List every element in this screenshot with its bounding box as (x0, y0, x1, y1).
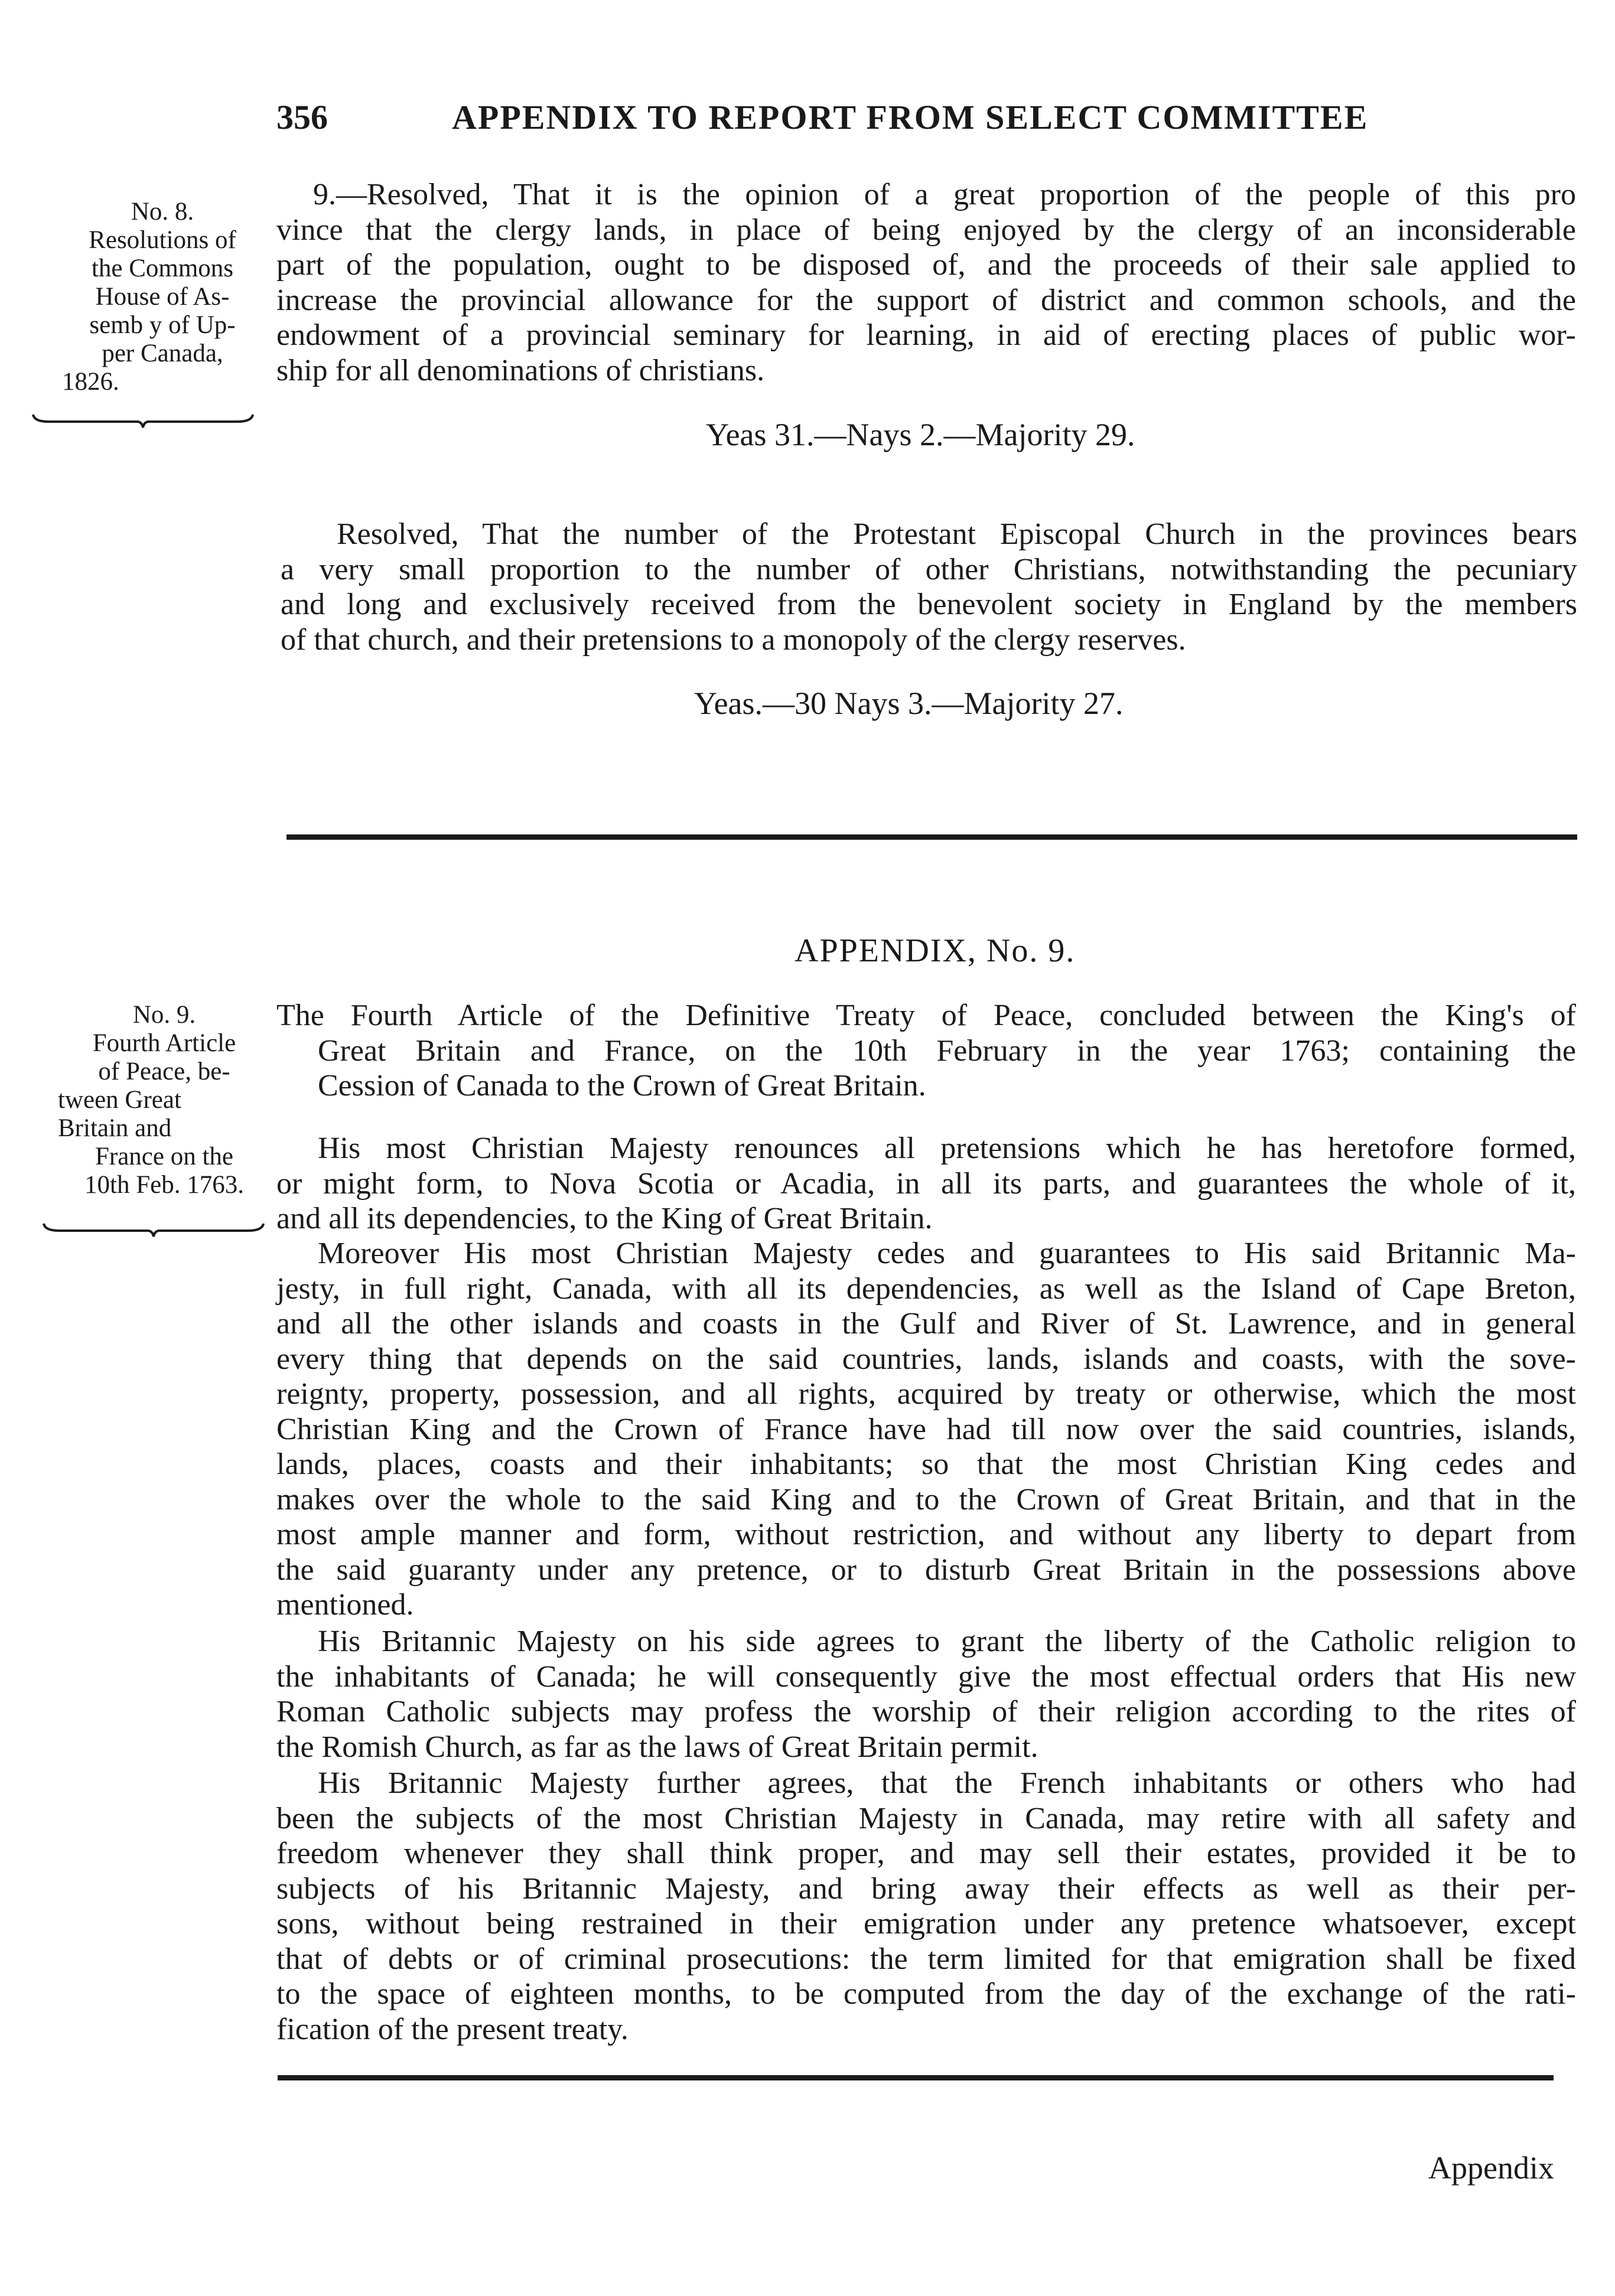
margin-note-line: Resolutions of (89, 226, 236, 254)
text-line: lands, places, coasts and their inhabitants; so that the most Christian King cedes and (276, 1447, 1576, 1481)
text-line: The Fourth Article of the Definitive Treaty of Peace, concluded between the King's of (276, 999, 1576, 1032)
text-line: and all its dependencies, to the King of Great Britain. (276, 1202, 933, 1235)
margin-note-section-8 (62, 198, 263, 396)
text-line: Moreover His most Christian Majesty cedes and guarantees to His said Britannic Ma- (318, 1237, 1576, 1270)
text-line: ship for all denominations of christians. (276, 353, 765, 387)
margin-note-line: No. 9. (132, 1001, 196, 1029)
margin-note-line: Britain and (58, 1114, 172, 1142)
vote-result-1: Yeas 31.—Nays 2.—Majority 29. (706, 417, 1135, 452)
margin-note-line: Fourth Article (92, 1029, 236, 1057)
margin-note-line: tween Great (58, 1086, 181, 1114)
text-line: His most Christian Majesty renounces all pretensions which he has heretofore formed, (318, 1131, 1576, 1165)
text-line: the said guaranty under any pretence, or to disturb Great Britain in the possessions above (276, 1553, 1576, 1587)
text-line: makes over the whole to the said King and to the Crown of Great Britain, and that in the (276, 1482, 1576, 1516)
text-line: the inhabitants of Canada; he will consequently give the most effectual orders that His new (276, 1659, 1576, 1694)
text-line: increase the provincial allowance for the support of district and common schools, and the (276, 283, 1576, 317)
text-line: Roman Catholic subjects may profess the worship of their religion according to the rites of (276, 1695, 1576, 1728)
section-divider (278, 2075, 1554, 2080)
margin-note-appendix-9 (58, 1001, 271, 1199)
appendix-title: APPENDIX, No. 9. (795, 932, 1076, 969)
margin-note-line: France on the (95, 1143, 234, 1170)
text-line: jesty, in full right, Canada, with all its dependencies, as well as the Island of Cape Breton, (276, 1271, 1576, 1306)
margin-note-line: per Canada, (102, 340, 223, 367)
text-line: a very small proportion to the number of other Christians, notwithstanding the pecuniary (281, 552, 1577, 586)
treaty-paragraph-4 (276, 1766, 1576, 2047)
text-line: reignty, property, possession, and all rights, acquired by treaty or otherwise, which the most (276, 1377, 1576, 1411)
text-line: vince that the clergy lands, in place of being enjoyed by the clergy of an inconsiderable (276, 213, 1576, 247)
margin-note-line: semb y of Up- (89, 311, 236, 339)
margin-note-line: 1826. (62, 368, 119, 396)
resolution-protestant-episcopal (281, 517, 1577, 657)
resolution-9 (276, 177, 1576, 388)
text-line: freedom whenever they shall think proper, and may sell their estates, provided it be to (276, 1837, 1576, 1870)
text-line: sons, without being restrained in their emigration under any pretence whatsoever, except (276, 1907, 1576, 1940)
text-line: His Britannic Majesty on his side agrees to grant the liberty of the Catholic religion to (318, 1625, 1576, 1658)
treaty-paragraph-3 (276, 1624, 1576, 1765)
text-line: His Britannic Majesty further agrees, that the French inhabitants or others who had (318, 1766, 1576, 1800)
margin-brace (41, 1221, 266, 1239)
text-line: mentioned. (276, 1588, 414, 1622)
text-line: Cession of Canada to the Crown of Great Britain. (318, 1069, 926, 1103)
text-line: or might form, to Nova Scotia or Acadia, in all its parts, and guarantees the whole of it, (276, 1166, 1576, 1201)
text-line: endowment of a provincial seminary for learning, in aid of erecting places of public wor- (276, 318, 1576, 352)
text-line: part of the population, ought to be disposed of, and the proceeds of their sale applied to (276, 248, 1576, 282)
margin-note-line: House of As- (95, 283, 230, 311)
margin-note-line: 10th Feb. 1763. (84, 1171, 244, 1199)
text-line: to the space of eighteen months, to be computed from the day of the exchange of the rati- (276, 1977, 1576, 2011)
running-title: APPENDIX TO REPORT FROM SELECT COMMITTEE (452, 98, 1369, 136)
text-line: Christian King and the Crown of France have had till now over the said countries, islands, (276, 1412, 1576, 1446)
margin-note-line: No. 8. (131, 198, 194, 226)
text-line: been the subjects of the most Christian Majesty in Canada, may retire with all safety and (276, 1801, 1576, 1835)
text-line: 9.—Resolved, That it is the opinion of a great proportion of the people of this pro (313, 178, 1576, 211)
text-line: the Romish Church, as far as the laws of Great Britain permit. (276, 1730, 1038, 1764)
text-line: and long and exclusively received from the benevolent society in England by the members (281, 588, 1577, 621)
margin-note-line: the Commons (91, 255, 234, 282)
text-line: fication of the present treaty. (276, 2012, 629, 2046)
catchword: Appendix (1428, 2150, 1554, 2186)
treaty-intro (276, 998, 1576, 1104)
treaty-paragraph-2 (276, 1236, 1576, 1623)
section-divider (286, 834, 1577, 840)
text-line: Great Britain and France, on the 10th February in the year 1763; containing the (318, 1033, 1576, 1068)
text-line: and all the other islands and coasts in the Gulf and River of St. Lawrence, and in general (276, 1307, 1576, 1341)
text-line: subjects of his Britannic Majesty, and bring away their effects as well as their per- (276, 1871, 1576, 1906)
page-number: 356 (276, 98, 328, 136)
text-line: Resolved, That the number of the Protestant Episcopal Church in the provinces bears (337, 517, 1577, 551)
text-line: every thing that depends on the said countries, lands, islands and coasts, with the sove- (276, 1342, 1576, 1376)
text-line: of that church, and their pretensions to a monopoly of the clergy reserves. (281, 622, 1186, 657)
treaty-paragraph-1 (276, 1131, 1576, 1237)
text-line: that of debts or of criminal prosecutions: the term limited for that emigration shall be fixed (276, 1942, 1576, 1976)
vote-result-2: Yeas.—30 Nays 3.—Majority 27. (694, 686, 1124, 721)
text-line: most ample manner and form, without restriction, and without any liberty to depart from (276, 1518, 1576, 1551)
margin-note-line: of Peace, be- (98, 1058, 230, 1085)
margin-brace (31, 412, 255, 430)
